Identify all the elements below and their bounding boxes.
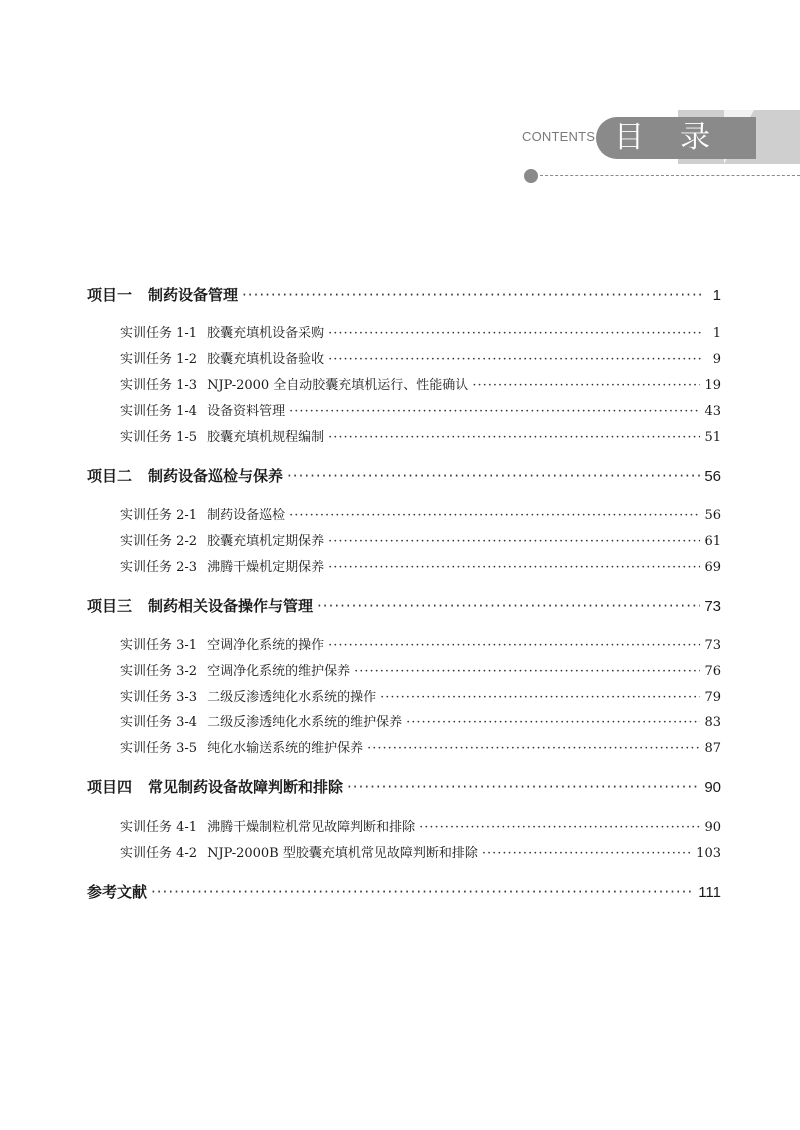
dot-leader bbox=[472, 378, 700, 393]
dot-leader bbox=[406, 715, 700, 730]
dot-leader bbox=[328, 326, 703, 341]
task-label: 实训任务 3-1 bbox=[120, 638, 198, 653]
entry-title: 胶囊充填机定期保养 bbox=[207, 534, 325, 549]
task-label: 实训任务 4-1 bbox=[120, 820, 198, 835]
page-number: 111 bbox=[698, 884, 721, 901]
header-dashed-rule bbox=[540, 175, 800, 176]
toc-project-row[interactable] bbox=[87, 465, 721, 486]
page-number: 69 bbox=[704, 560, 721, 575]
toc-task-row[interactable] bbox=[120, 530, 721, 549]
page-number: 61 bbox=[704, 534, 721, 549]
dot-leader bbox=[289, 404, 700, 419]
dot-leader bbox=[367, 741, 700, 756]
entry-title: 沸腾干燥制粒机常见故障判断和排除 bbox=[207, 820, 416, 835]
task-label: 实训任务 3-3 bbox=[120, 690, 198, 705]
page-number: 9 bbox=[712, 352, 721, 367]
page-number: 103 bbox=[696, 846, 721, 861]
dot-leader bbox=[328, 560, 700, 575]
dot-leader bbox=[151, 883, 694, 901]
task-label: 实训任务 1-5 bbox=[120, 430, 198, 445]
page-number: 83 bbox=[704, 715, 721, 730]
toc-task-row[interactable] bbox=[120, 504, 721, 523]
page-number: 19 bbox=[704, 378, 721, 393]
entry-title: 胶囊充填机设备验收 bbox=[207, 352, 325, 367]
toc-project-row[interactable] bbox=[87, 284, 721, 305]
entry-title: 制药设备管理 bbox=[148, 286, 239, 304]
toc-task-row[interactable] bbox=[120, 816, 721, 835]
contents-english-label: CONTENTS bbox=[522, 129, 596, 144]
entry-title: 纯化水输送系统的维护保养 bbox=[207, 741, 364, 756]
toc-project-row[interactable] bbox=[87, 595, 721, 616]
page-number: 1 bbox=[712, 287, 721, 304]
page-number: 1 bbox=[712, 326, 721, 341]
toc-task-row[interactable] bbox=[120, 348, 721, 367]
dot-leader bbox=[419, 820, 700, 835]
entry-title: 制药设备巡检与保养 bbox=[148, 467, 284, 485]
dot-leader bbox=[380, 690, 700, 705]
toc-task-row[interactable] bbox=[120, 842, 721, 861]
task-label: 实训任务 2-1 bbox=[120, 508, 198, 523]
contents-title: 目录 bbox=[614, 120, 746, 155]
project-label: 项目二 bbox=[87, 467, 133, 485]
task-label: 实训任务 3-2 bbox=[120, 664, 198, 679]
page-number: 87 bbox=[704, 741, 721, 756]
dot-leader bbox=[354, 664, 700, 679]
task-label: 实训任务 3-5 bbox=[120, 741, 198, 756]
page-number: 90 bbox=[704, 779, 721, 796]
toc-task-row[interactable] bbox=[120, 686, 721, 705]
entry-title: 参考文献 bbox=[87, 883, 148, 901]
page-number: 90 bbox=[704, 820, 721, 835]
entry-title: 二级反渗透纯化水系统的维护保养 bbox=[207, 715, 403, 730]
task-label: 实训任务 1-3 bbox=[120, 378, 198, 393]
entry-title: NJP-2000 全自动胶囊充填机运行、性能确认 bbox=[207, 378, 469, 393]
toc-task-row[interactable] bbox=[120, 556, 721, 575]
entry-title: 制药相关设备操作与管理 bbox=[148, 597, 314, 615]
project-label: 项目一 bbox=[87, 286, 133, 304]
entry-title: 空调净化系统的维护保养 bbox=[207, 664, 351, 679]
page-number: 56 bbox=[704, 468, 721, 485]
task-label: 实训任务 1-4 bbox=[120, 404, 198, 419]
toc-task-row[interactable] bbox=[120, 374, 721, 393]
dot-leader bbox=[482, 846, 692, 861]
page-number: 76 bbox=[704, 664, 721, 679]
dot-leader bbox=[287, 467, 700, 485]
task-label: 实训任务 4-2 bbox=[120, 846, 198, 861]
toc-project-row[interactable] bbox=[87, 776, 721, 797]
dot-leader bbox=[328, 352, 703, 367]
toc-task-row[interactable] bbox=[120, 322, 721, 341]
entry-title: 空调净化系统的操作 bbox=[207, 638, 325, 653]
page-number: 73 bbox=[704, 598, 721, 615]
toc-task-row[interactable] bbox=[120, 400, 721, 419]
dot-leader bbox=[328, 638, 700, 653]
page-number: 79 bbox=[704, 690, 721, 705]
page-number: 43 bbox=[704, 404, 721, 419]
page-number: 51 bbox=[704, 430, 721, 445]
entry-title: NJP-2000B 型胶囊充填机常见故障判断和排除 bbox=[207, 846, 478, 861]
dot-leader bbox=[242, 286, 703, 304]
task-label: 实训任务 1-1 bbox=[120, 326, 198, 341]
project-label: 项目四 bbox=[87, 778, 133, 796]
project-label: 项目三 bbox=[87, 597, 133, 615]
task-label: 实训任务 3-4 bbox=[120, 715, 198, 730]
entry-title: 设备资料管理 bbox=[207, 404, 286, 419]
toc-task-row[interactable] bbox=[120, 660, 721, 679]
entry-title: 胶囊充填机规程编制 bbox=[207, 430, 325, 445]
entry-title: 沸腾干燥机定期保养 bbox=[207, 560, 325, 575]
task-label: 实训任务 2-2 bbox=[120, 534, 198, 549]
dot-leader bbox=[317, 597, 700, 615]
toc-task-row[interactable] bbox=[120, 711, 721, 730]
toc-task-row[interactable] bbox=[120, 426, 721, 445]
page-number: 56 bbox=[704, 508, 721, 523]
toc-references-row[interactable] bbox=[87, 881, 721, 902]
dot-leader bbox=[328, 534, 700, 549]
toc-task-row[interactable] bbox=[120, 737, 721, 756]
task-label: 实训任务 1-2 bbox=[120, 352, 198, 367]
dot-leader bbox=[289, 508, 700, 523]
dot-leader bbox=[328, 430, 700, 445]
entry-title: 二级反渗透纯化水系统的操作 bbox=[207, 690, 377, 705]
toc-task-row[interactable] bbox=[120, 634, 721, 653]
task-label: 实训任务 2-3 bbox=[120, 560, 198, 575]
header-dot bbox=[524, 169, 538, 183]
dot-leader bbox=[347, 778, 700, 796]
entry-title: 常见制药设备故障判断和排除 bbox=[148, 778, 344, 796]
entry-title: 胶囊充填机设备采购 bbox=[207, 326, 325, 341]
page-number: 73 bbox=[704, 638, 721, 653]
entry-title: 制药设备巡检 bbox=[207, 508, 286, 523]
